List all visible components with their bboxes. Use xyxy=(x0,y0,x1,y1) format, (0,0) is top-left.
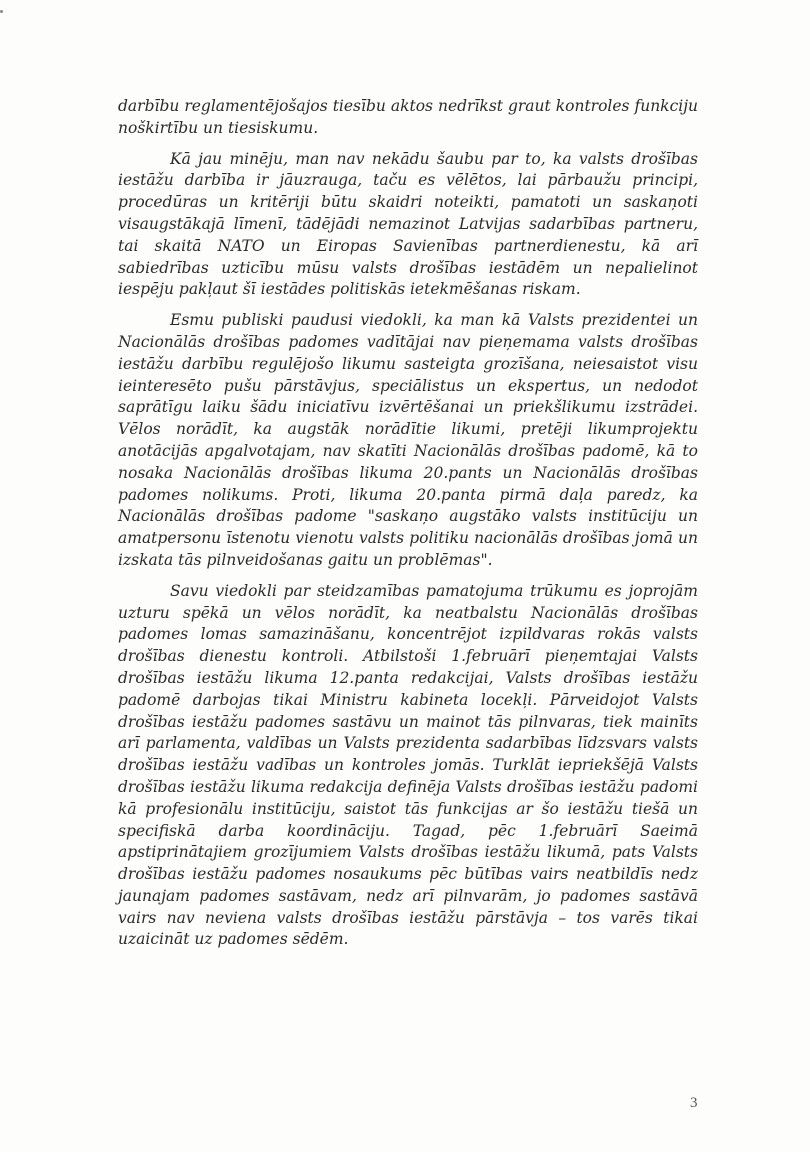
paragraph-public-opinion: Esmu publiski paudusi viedokli, ka man kā Valsts prezidentei un Nacionālās drošības padomes vadītājai nav pieņemama valsts drošības iestāžu darbību regulējošo likumu sasteigta grozīšana, neiesaistot visu ieinteresēto pušu pārstāvjus, speciālistus un ekspertus, un nedodot saprātīgu laiku šādu iniciatīvu izvērtēšanai un priekšlikumu izstrādei. Vēlos norādīt, ka augstāk norādītie likumi, pretēji likumprojektu anotācijās apgalvotajam, nav skatīti Nacionālās drošības padomē, kā to nosaka Nacionālās drošības likuma 20.pants un Nacionālās drošības padomes nolikums. Proti, likuma 20.panta pirmā daļa paredz, ka Nacionālās drošības padome "saskaņo augstāko valsts institūciju un amatpersonu īstenotu vienotu valsts politiku nacionālās drošības jomā un izskata tās pilnveidošanas gaitu un problēmas". xyxy=(118,311,698,569)
paragraph-continuation: darbību reglamentējošajos tiesību aktos nedrīkst graut kontroles funkciju noškirtību un tiesiskumu. xyxy=(118,97,698,137)
paragraph-oversight: Kā jau minēju, man nav nekādu šaubu par to, ka valsts drošības iestāžu darbība ir jāuzrauga, taču es vēlētos, lai pārbaužu principi, procedūras un kritēriji būtu skaidri noteikti, pamatoti un saskaņoti visaugstākajā līmenī, tādējādi nemazinot Latvijas sadarbības partneru, tai skaitā NATO un Eiropas Savienības partnerdienestu, kā arī sabiedrības uzticību mūsu valsts drošības iestādēm un nepalielinot iespēju pakļaut šī iestādes politiskās ietekmēšanas riskam. xyxy=(118,149,698,299)
scan-speck xyxy=(0,10,3,13)
page-number: 3 xyxy=(690,1095,698,1111)
body-text xyxy=(118,96,698,960)
paragraph-urgency: Savu viedokli par steidzamības pamatojuma trūkumu es joprojām uzturu spēkā un vēlos norādīt, ka neatbalstu Nacionālās drošības padomes lomas samazināšanu, koncentrējot izpildvaras rokās valsts drošības dienestu kontroli. Atbilstoši 1.februārī pieņemtajai Valsts drošības iestāžu likuma 12.panta redakcijai, Valsts drošības iestāžu padomē darbojas tikai Ministru kabineta locekļi. Pārveidojot Valsts drošības iestāžu padomes sastāvu un mainot tās pilnvaras, tiek mainīts arī parlamenta, valdības un Valsts prezidenta sadarbības līdzsvars valsts drošības iestāžu vadības un kontroles jomās. Turklāt iepriekšējā Valsts drošības iestāžu likuma redakcija definēja Valsts drošības iestāžu padomi kā profesionālu institūciju, saistot tās funkcijas ar šo iestāžu tiešā un specifiskā darba koordināciju. Tagad, pēc 1.februārī Saeimā apstiprinātajiem grozījumiem Valsts drošības iestāžu likumā, pats Valsts drošības iestāžu padomes nosaukums pēc būtības vairs neatbildīs nedz jaunajam padomes sastāvam, nedz arī pilnvarām, jo padomes sastāvā vairs nav neviena valsts drošības iestāžu pārstāvja – tos varēs tikai uzaicināt uz padomes sēdēm. xyxy=(118,581,698,949)
